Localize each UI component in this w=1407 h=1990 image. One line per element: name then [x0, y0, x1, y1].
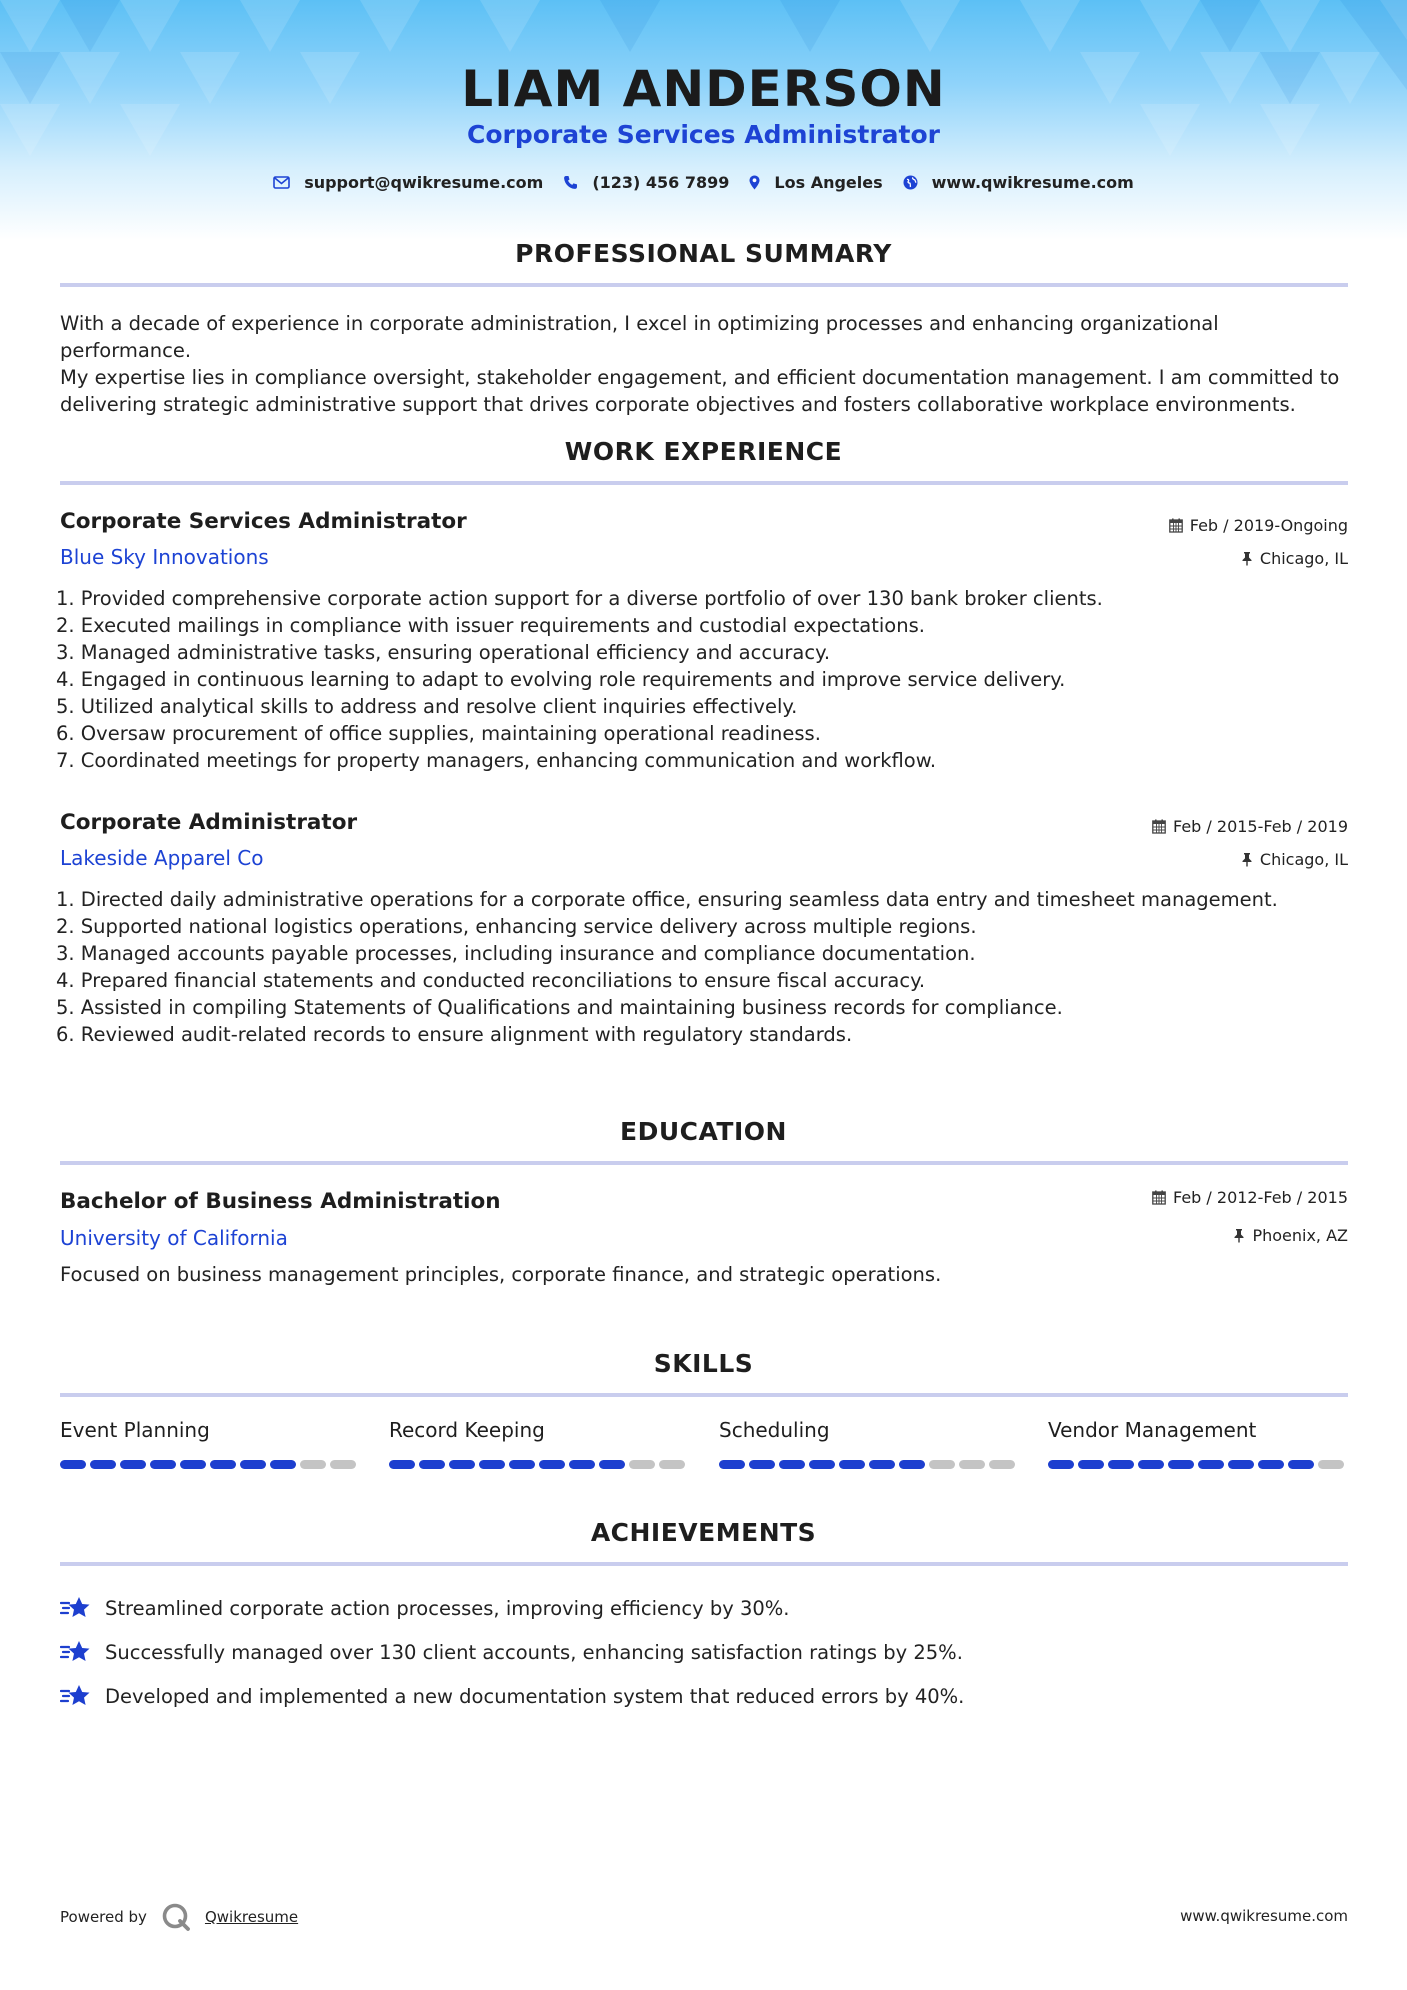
- skill-segment-empty: [629, 1460, 655, 1469]
- list-item: 1. Directed daily administrative operations for a corporate office, ensuring seamless data entry and timesheet management.: [56, 888, 1278, 911]
- skill-segment-filled: [270, 1460, 296, 1469]
- job-location: [1241, 549, 1348, 568]
- pushpin-icon: [1233, 1228, 1245, 1243]
- envelope-icon: [273, 176, 290, 189]
- job-dates-text: Feb / 2015-Feb / 2019: [1173, 817, 1348, 836]
- achievement-item: [60, 1586, 1350, 1630]
- powered-by-label: Powered by: [60, 1908, 147, 1926]
- company-name[interactable]: Lakeside Apparel Co: [60, 846, 264, 870]
- achievement-item: [60, 1674, 1350, 1718]
- skill-segment-empty: [989, 1460, 1015, 1469]
- contact-website-text: www.qwikresume.com: [931, 173, 1134, 192]
- skill-meter: [389, 1460, 689, 1469]
- skill-item: [1048, 1418, 1348, 1469]
- job-title: Corporate Services Administrator: [60, 509, 467, 534]
- list-item: 2. Supported national logistics operations, enhancing service delivery across multiple regions.: [56, 915, 977, 938]
- education-description: Focused on business management principles, corporate finance, and strategic operations.: [60, 1263, 942, 1286]
- skill-segment-filled: [1108, 1460, 1134, 1469]
- phone-icon: [563, 175, 578, 190]
- job-location-text: Chicago, IL: [1259, 549, 1348, 568]
- skill-name: Scheduling: [719, 1418, 830, 1442]
- skill-segment-filled: [749, 1460, 775, 1469]
- skill-segment-filled: [120, 1460, 146, 1469]
- skill-segment-filled: [599, 1460, 625, 1469]
- skill-segment-filled: [539, 1460, 565, 1469]
- skill-item: [719, 1418, 1019, 1469]
- skill-segment-filled: [509, 1460, 535, 1469]
- skill-segment-empty: [929, 1460, 955, 1469]
- shooting-star-icon: [60, 1594, 92, 1622]
- achievements-divider: [60, 1562, 1348, 1566]
- calendar-icon: [1152, 819, 1166, 834]
- skill-segment-filled: [719, 1460, 745, 1469]
- skills-heading: SKILLS: [653, 1349, 754, 1378]
- skill-name: Vendor Management: [1048, 1418, 1257, 1442]
- list-item: 6. Reviewed audit-related records to ensure alignment with regulatory standards.: [56, 1023, 853, 1046]
- skill-segment-filled: [90, 1460, 116, 1469]
- skill-name: Event Planning: [60, 1418, 210, 1442]
- list-item: 3. Managed accounts payable processes, including insurance and compliance documentation.: [56, 942, 976, 965]
- skill-name: Record Keeping: [389, 1418, 545, 1442]
- list-item: 5. Assisted in compiling Statements of Qualifications and maintaining business records for compliance.: [56, 996, 1063, 1019]
- skill-segment-filled: [210, 1460, 236, 1469]
- contact-location-text: Los Angeles: [774, 173, 883, 192]
- skill-meter: [60, 1460, 360, 1469]
- achievement-text: Successfully managed over 130 client accounts, enhancing satisfaction ratings by 25%.: [105, 1640, 963, 1664]
- school-name[interactable]: University of California: [60, 1226, 288, 1250]
- achievements-list: [60, 1586, 1350, 1718]
- candidate-title: Corporate Services Administrator: [467, 120, 940, 149]
- list-item: 3. Managed administrative tasks, ensuring operational efficiency and accuracy.: [56, 641, 831, 664]
- skill-segment-filled: [449, 1460, 475, 1469]
- qwikresume-link[interactable]: Qwikresume: [204, 1908, 299, 1926]
- globe-icon: [903, 175, 918, 190]
- experience-heading: WORK EXPERIENCE: [564, 437, 843, 466]
- education-dates: [1152, 1188, 1348, 1207]
- job-dates: [1152, 817, 1348, 836]
- skill-segment-filled: [1198, 1460, 1224, 1469]
- qwikresume-logo-icon: [161, 1902, 191, 1932]
- pushpin-icon: [1241, 852, 1253, 867]
- skill-segment-filled: [779, 1460, 805, 1469]
- list-item: 4. Prepared financial statements and conducted reconciliations to ensure fiscal accuracy.: [56, 969, 926, 992]
- job-bullets: [56, 585, 1346, 774]
- education-dates-text: Feb / 2012-Feb / 2015: [1173, 1188, 1348, 1207]
- degree-title: Bachelor of Business Administration: [60, 1189, 501, 1214]
- skill-segment-filled: [419, 1460, 445, 1469]
- contact-phone-text: (123) 456 7899: [592, 173, 730, 192]
- contact-row: [0, 173, 1407, 192]
- skill-segment-filled: [1288, 1460, 1314, 1469]
- experience-divider: [60, 481, 1348, 485]
- summary-line: With a decade of experience in corporate administration, I excel in optimizing processes and enhancing organizational performance.: [60, 312, 1219, 362]
- skill-segment-filled: [809, 1460, 835, 1469]
- shooting-star-icon: [60, 1638, 92, 1666]
- list-item: 1. Provided comprehensive corporate action support for a diverse portfolio of over 130 bank broker clients.: [56, 587, 1103, 610]
- contact-website[interactable]: [903, 173, 1134, 192]
- skill-item: [389, 1418, 689, 1469]
- skill-segment-filled: [569, 1460, 595, 1469]
- skill-segment-filled: [839, 1460, 865, 1469]
- summary-heading: PROFESSIONAL SUMMARY: [515, 239, 892, 268]
- footer-website[interactable]: www.qwikresume.com: [1180, 1907, 1348, 1925]
- job-location-text: Chicago, IL: [1259, 850, 1348, 869]
- job-dates: [1169, 516, 1348, 535]
- skill-segment-filled: [1048, 1460, 1074, 1469]
- contact-phone[interactable]: [563, 173, 729, 192]
- map-pin-icon: [749, 175, 760, 190]
- skill-segment-empty: [1318, 1460, 1344, 1469]
- job-dates-text: Feb / 2019-Ongoing: [1189, 516, 1348, 535]
- list-item: 6. Oversaw procurement of office supplies, maintaining operational readiness.: [56, 722, 821, 745]
- company-name[interactable]: Blue Sky Innovations: [60, 545, 269, 569]
- skill-segment-filled: [1258, 1460, 1284, 1469]
- skill-segment-empty: [330, 1460, 356, 1469]
- skill-segment-empty: [300, 1460, 326, 1469]
- skill-segment-filled: [479, 1460, 505, 1469]
- candidate-name: LIAM ANDERSON: [461, 60, 946, 118]
- summary-line: My expertise lies in compliance oversight, stakeholder engagement, and efficient documentation management. I am committed to: [60, 366, 1340, 389]
- job-title: Corporate Administrator: [60, 810, 358, 835]
- achievement-text: Streamlined corporate action processes, improving efficiency by 30%.: [105, 1596, 790, 1620]
- skill-segment-filled: [150, 1460, 176, 1469]
- skill-segment-filled: [1138, 1460, 1164, 1469]
- skill-meter: [1048, 1460, 1348, 1469]
- education-location-text: Phoenix, AZ: [1252, 1226, 1348, 1245]
- achievement-text: Developed and implemented a new documentation system that reduced errors by 40%.: [105, 1684, 965, 1708]
- pushpin-icon: [1241, 551, 1253, 566]
- skill-segment-empty: [959, 1460, 985, 1469]
- skill-segment-filled: [869, 1460, 895, 1469]
- list-item: 5. Utilized analytical skills to address and resolve client inquiries effectively.: [56, 695, 798, 718]
- education-heading: EDUCATION: [620, 1117, 787, 1146]
- contact-location: [749, 173, 882, 192]
- job-bullets: [56, 886, 1346, 1048]
- education-location: [1233, 1226, 1348, 1245]
- contact-email[interactable]: [273, 173, 543, 192]
- achievements-heading: ACHIEVEMENTS: [590, 1518, 817, 1547]
- skill-item: [60, 1418, 360, 1469]
- footer-powered-by: [60, 1902, 298, 1932]
- skill-segment-filled: [1168, 1460, 1194, 1469]
- skill-segment-filled: [389, 1460, 415, 1469]
- list-item: 7. Coordinated meetings for property managers, enhancing communication and workflow.: [56, 749, 937, 772]
- summary-line: delivering strategic administrative support that drives corporate objectives and fosters collaborative workplace environments.: [60, 393, 1296, 416]
- skill-segment-filled: [1228, 1460, 1254, 1469]
- achievement-item: [60, 1630, 1350, 1674]
- job-location: [1241, 850, 1348, 869]
- skill-segment-filled: [180, 1460, 206, 1469]
- skill-segment-filled: [1078, 1460, 1104, 1469]
- summary-text: [60, 310, 1350, 418]
- education-divider: [60, 1161, 1348, 1165]
- skills-divider: [60, 1393, 1348, 1397]
- shooting-star-icon: [60, 1682, 92, 1710]
- skill-segment-filled: [240, 1460, 266, 1469]
- calendar-icon: [1169, 518, 1183, 533]
- list-item: 4. Engaged in continuous learning to adapt to evolving role requirements and improve service delivery.: [56, 668, 1066, 691]
- skill-segment-filled: [899, 1460, 925, 1469]
- calendar-icon: [1152, 1190, 1166, 1205]
- list-item: 2. Executed mailings in compliance with issuer requirements and custodial expectations.: [56, 614, 925, 637]
- skill-segment-empty: [659, 1460, 685, 1469]
- summary-divider: [60, 283, 1348, 287]
- skill-segment-filled: [60, 1460, 86, 1469]
- contact-email-text: support@qwikresume.com: [304, 173, 544, 192]
- skill-meter: [719, 1460, 1019, 1469]
